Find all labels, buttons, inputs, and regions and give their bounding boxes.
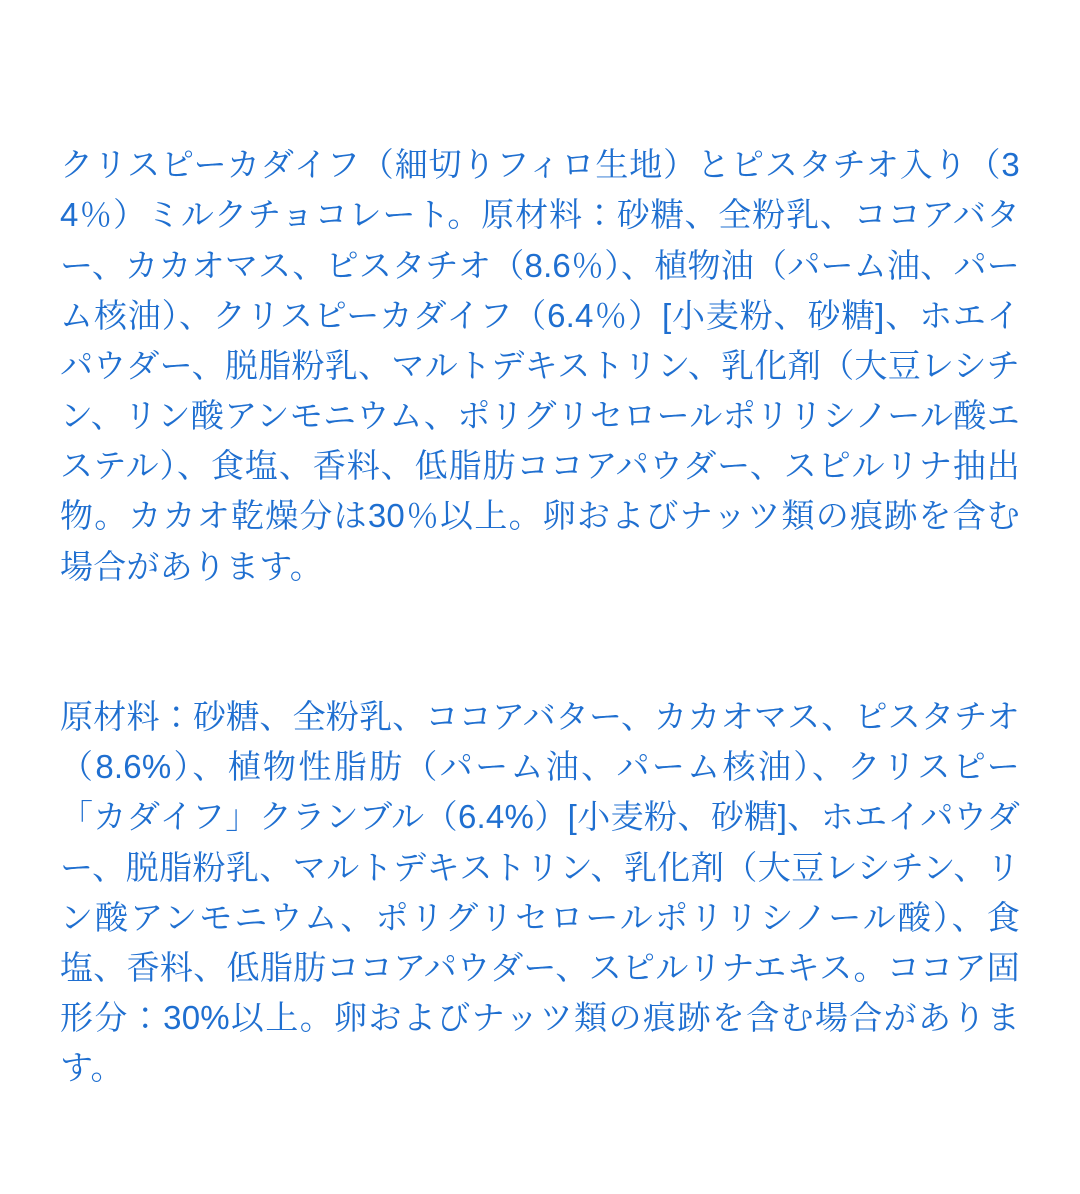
- description-paragraph-1: クリスピーカダイフ（細切りフィロ生地）とピスタチオ入り（34％）ミルクチョコレート。原材料：砂糖、全粉乳、ココアバター、カカオマス、ピスタチオ（8.6％）、植物油（パーム油、パーム核油）、クリスピーカダイフ（6.4％）[小麦粉、砂糖]、ホエイパウダー、脱脂粉乳、マルトデキストリン、乳化剤（大豆レシチン、リン酸アンモニウム、ポリグリセロールポリリシノール酸エステル）、食塩、香料、低脂肪ココアパウダー、スピルリナ抽出物。カカオ乾燥分は30％以上。卵およびナッツ類の痕跡を含む場合があります。: [60, 146, 1020, 585]
- product-description-text: [60, 40, 1020, 1194]
- description-paragraph-2: 原材料：砂糖、全粉乳、ココアバター、カカオマス、ピスタチオ（8.6%）、植物性脂肪（パーム油、パーム核油）、クリスピー「カダイフ」クランブル（6.4%）[小麦粉、砂糖]、ホエイパウダー、脱脂粉乳、マルトデキストリン、乳化剤（大豆レシチン、リン酸アンモニウム、ポリグリセロールポリリシノール酸）、食塩、香料、低脂肪ココアパウダー、スピルリナエキス。ココア固形分：30%以上。卵およびナッツ類の痕跡を含む場合があります。: [60, 698, 1020, 1087]
